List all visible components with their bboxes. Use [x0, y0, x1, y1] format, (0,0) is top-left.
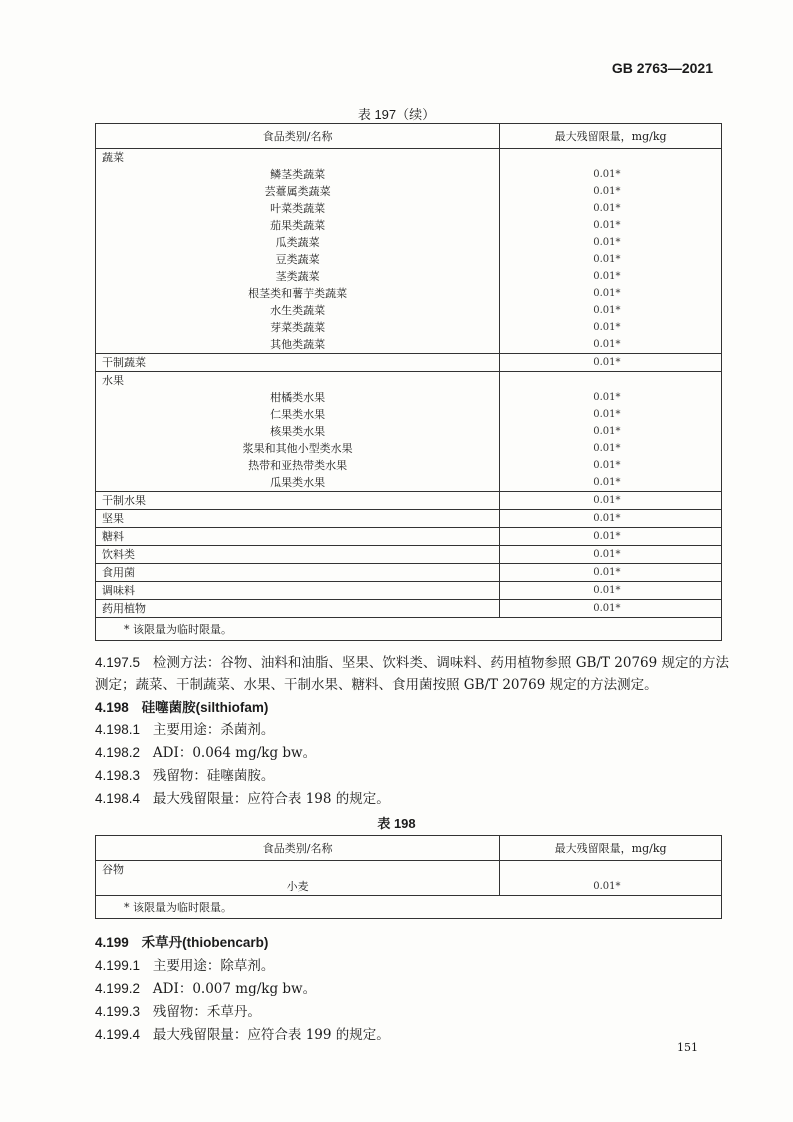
limit-cell: 0.01* — [593, 322, 621, 333]
clause — [95, 978, 730, 1000]
section-text: 检测方法：谷物、油料和油脂、坚果、饮料类、调味料、药用植物参照 GB/T 20769 规定的方法测定；蔬菜、干制蔬菜、水果、干制水果、糖料、食用菌按照 GB/T 20769 规定的方法测定。 — [95, 655, 729, 693]
limit-cell — [500, 372, 722, 390]
item-cell: 水生类蔬菜 — [96, 302, 500, 319]
table-row — [96, 336, 722, 354]
item-cell: 叶菜类蔬菜 — [96, 200, 500, 217]
section-4-198-heading — [95, 697, 730, 719]
category-cell: 饮料类 — [96, 546, 500, 564]
item-cell: 瓜果类水果 — [96, 474, 500, 492]
section-4-199-heading — [95, 932, 730, 954]
section-title: 禾草丹(thiobencarb) — [141, 935, 269, 950]
category-cell: 调味料 — [96, 582, 500, 600]
clause-number: 4.198.3 — [95, 768, 141, 783]
section-number: 4.199 — [95, 935, 129, 950]
item-cell: 柑橘类水果 — [96, 389, 500, 406]
limit-cell: 0.01* — [593, 288, 621, 299]
limit-cell: 0.01* — [593, 186, 621, 197]
table-row — [96, 440, 722, 457]
category-cell: 糖料 — [96, 528, 500, 546]
item-cell: 根茎类和薯芋类蔬菜 — [96, 285, 500, 302]
table-row — [96, 528, 722, 546]
clause-text: 最大残留限量：应符合表 199 的规定。 — [152, 1027, 390, 1043]
clause-number: 4.199.1 — [95, 958, 141, 973]
table-row — [96, 183, 722, 200]
clause-number: 4.198.4 — [95, 791, 141, 806]
limit-cell: 0.01* — [500, 492, 722, 510]
limit-cell: 0.01* — [593, 443, 621, 454]
clause — [95, 719, 730, 741]
table-header — [96, 124, 722, 149]
col-header-limit: 最大残留限量，mg/kg — [500, 836, 722, 861]
clause-number: 4.198.1 — [95, 722, 141, 737]
col-header-food: 食品类别/名称 — [96, 836, 500, 861]
limit-cell: 0.01* — [593, 339, 621, 350]
clause — [95, 955, 730, 977]
limit-cell: 0.01* — [593, 254, 621, 265]
limit-cell: 0.01* — [593, 409, 621, 420]
section-number: 4.198 — [95, 700, 129, 715]
category-cell: 干制蔬菜 — [96, 354, 500, 372]
item-cell: 茄果类蔬菜 — [96, 217, 500, 234]
table-row — [96, 200, 722, 217]
category-cell: 坚果 — [96, 510, 500, 528]
standard-code: GB 2763—2021 — [611, 60, 713, 76]
table-row — [96, 564, 722, 582]
limit-cell: 0.01* — [593, 305, 621, 316]
table-row — [96, 406, 722, 423]
limit-cell: 0.01* — [500, 510, 722, 528]
item-cell: 茎类蔬菜 — [96, 268, 500, 285]
section-4-197-5 — [95, 652, 730, 696]
item-cell: 芽菜类蔬菜 — [96, 319, 500, 336]
table-row — [96, 510, 722, 528]
category-cell: 蔬菜 — [96, 149, 500, 167]
table-row — [96, 285, 722, 302]
table-row — [96, 457, 722, 474]
limit-cell: 0.01* — [593, 881, 621, 892]
item-cell: 仁果类水果 — [96, 406, 500, 423]
table-row — [96, 546, 722, 564]
note-text: * 该限量为临时限量。 — [96, 896, 722, 919]
table-row — [96, 582, 722, 600]
category-cell: 药用植物 — [96, 600, 500, 618]
table-197 — [95, 123, 722, 641]
col-header-food: 食品类别/名称 — [96, 124, 500, 149]
table-row — [96, 268, 722, 285]
clause — [95, 765, 730, 787]
section-number: 4.197.5 — [95, 655, 141, 670]
table-header — [96, 836, 722, 861]
limit-cell: 0.01* — [593, 392, 621, 403]
table-row — [96, 600, 722, 618]
clause-number: 4.199.2 — [95, 981, 141, 996]
table-row — [96, 372, 722, 390]
clause — [95, 1001, 730, 1023]
section-title: 硅噻菌胺(silthiofam) — [141, 700, 269, 715]
table-row — [96, 251, 722, 268]
table-row — [96, 474, 722, 492]
item-cell: 其他类蔬菜 — [96, 336, 500, 354]
clause-text: ADI：0.064 mg/kg bw。 — [152, 745, 317, 761]
limit-cell: 0.01* — [593, 237, 621, 248]
note-text: * 该限量为临时限量。 — [96, 618, 722, 641]
table-note — [96, 896, 722, 919]
limit-cell — [500, 149, 722, 167]
table-row — [96, 149, 722, 167]
table-row — [96, 389, 722, 406]
table-row — [96, 166, 722, 183]
clause — [95, 1024, 730, 1046]
clause-text: 主要用途：除草剂。 — [152, 958, 275, 974]
item-cell: 核果类水果 — [96, 423, 500, 440]
clause-text: 主要用途：杀菌剂。 — [152, 722, 275, 738]
limit-cell: 0.01* — [500, 564, 722, 582]
category-cell: 干制水果 — [96, 492, 500, 510]
limit-cell: 0.01* — [593, 169, 621, 180]
limit-cell: 0.01* — [593, 477, 621, 488]
clause — [95, 788, 730, 810]
clause-text: 残留物：禾草丹。 — [152, 1004, 261, 1020]
clause-text: 残留物：硅噻菌胺。 — [152, 768, 275, 784]
item-cell: 小麦 — [96, 878, 500, 896]
table-198-caption: 表 198 — [377, 816, 416, 831]
clause-text: 最大残留限量：应符合表 198 的规定。 — [152, 791, 390, 807]
limit-cell: 0.01* — [593, 203, 621, 214]
table-row — [96, 492, 722, 510]
limit-cell: 0.01* — [500, 582, 722, 600]
table-197-caption: 表 197（续） — [357, 107, 436, 122]
limit-cell: 0.01* — [500, 354, 722, 372]
item-cell: 豆类蔬菜 — [96, 251, 500, 268]
limit-cell: 0.01* — [593, 426, 621, 437]
table-row — [96, 878, 722, 896]
table-row — [96, 217, 722, 234]
clause-number: 4.198.2 — [95, 745, 141, 760]
category-cell: 谷物 — [96, 861, 500, 879]
clause-number: 4.199.4 — [95, 1027, 141, 1042]
table-row — [96, 319, 722, 336]
table-198 — [95, 835, 722, 919]
limit-cell: 0.01* — [593, 460, 621, 471]
clause — [95, 742, 730, 764]
table-row — [96, 861, 722, 879]
item-cell: 浆果和其他小型类水果 — [96, 440, 500, 457]
limit-cell: 0.01* — [500, 600, 722, 618]
clause-text: ADI：0.007 mg/kg bw。 — [152, 981, 317, 997]
col-header-limit: 最大残留限量，mg/kg — [500, 124, 722, 149]
limit-cell: 0.01* — [500, 546, 722, 564]
item-cell: 芸薹属类蔬菜 — [96, 183, 500, 200]
table-row — [96, 423, 722, 440]
limit-cell: 0.01* — [500, 528, 722, 546]
item-cell: 热带和亚热带类水果 — [96, 457, 500, 474]
limit-cell: 0.01* — [593, 271, 621, 282]
table-note — [96, 618, 722, 641]
table-row — [96, 354, 722, 372]
table-row — [96, 302, 722, 319]
clause-number: 4.199.3 — [95, 1004, 141, 1019]
item-cell: 瓜类蔬菜 — [96, 234, 500, 251]
item-cell: 鳞茎类蔬菜 — [96, 166, 500, 183]
table-row — [96, 234, 722, 251]
page-number: 151 — [677, 1041, 698, 1054]
limit-cell: 0.01* — [593, 220, 621, 231]
category-cell: 食用菌 — [96, 564, 500, 582]
category-cell: 水果 — [96, 372, 500, 390]
